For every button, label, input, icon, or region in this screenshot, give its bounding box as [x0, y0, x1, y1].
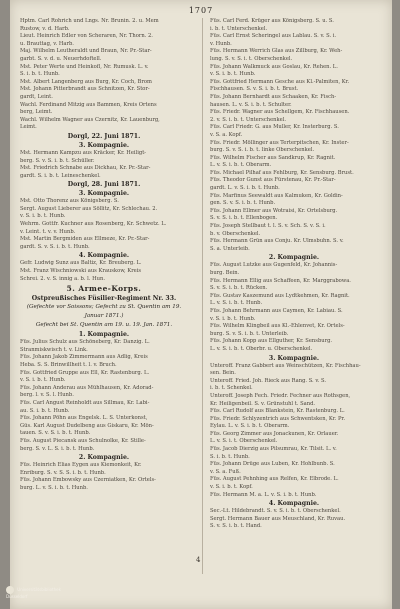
text-line: Füs. Carl Friedr. G. aus Muller, Kr. Insterburg. S. [210, 124, 339, 131]
text-line: Heba. S. S. Brinwillheit t. l. v. Bruch. [20, 362, 117, 368]
text-line: v. S. i. b. t. Hunb. [210, 315, 256, 322]
section-heading: (Gefechte vor Soissons; Gefecht zu St. Quentin am 19. Januar 1871.) [26, 304, 182, 320]
library-watermark [6, 586, 66, 599]
section-heading: 4. Kompagnie. [268, 500, 320, 508]
text-line: Mst. Johann Pitterbrandt aus Schnitzen, Kr. Stor- [20, 86, 150, 93]
text-line: L. v. S. i. b. t. Hunb. [210, 300, 263, 307]
section-heading: 1. Kompagnie. [78, 331, 130, 339]
text-line: Wachl. Wilhelm Wagner aus Czernitz, Kr. Lauenburg, [20, 116, 160, 123]
text-line: v. S. i. b. t. Hunb. [210, 71, 256, 78]
text-line: S. i. b. t. Hunb. [210, 453, 250, 460]
text-line: v. Leint. t. v. v. Hunb. [20, 228, 76, 235]
text-line: lung. S. v. S. i. t. Oberschenkel. [210, 55, 293, 62]
text-line: berg. S. v. L. S. i. b. t. Hunb. [20, 445, 95, 452]
text-line: S. i. b. t. Hunb. [20, 71, 60, 78]
text-line: Füs. Friedr. Wagner aus Schellgem, Kr. Fischhausen. [210, 109, 350, 116]
text-line: v. Hunb. [210, 40, 232, 47]
text-line: Füs. August Lutzke aus Gugenfeld, Kr. Johannis- [210, 262, 338, 269]
text-line: Füs. Theodor Gunst aus Fürstenau, Kr. Pr.-Star- [210, 177, 336, 184]
text-line: Mst. Martin Bergmiden aus Ellmeze, Kr. Pr.-Star- [20, 236, 150, 243]
text-line: Füs. Marfinus Seewaldt aus Kalmuken, Kr. Goldin- [210, 192, 343, 199]
text-line: v. S. a. Kopf. [210, 131, 243, 138]
text-line: Füs. Johann Jakob Zimmermann aus Adlig, Kreis [20, 354, 148, 361]
text-line: Rustow, v. d. Harb. [20, 25, 70, 32]
text-line: S. v. S. i. b. t. Hand. [210, 523, 262, 530]
text-line: Füs. August Piecansk aus Schulnolke, Kr. Stille- [20, 437, 146, 444]
text-line: Schrei. 2. v. S. innig a. b. l. Hun. [20, 275, 105, 282]
text-line: Füs. Joseph Stellbaut t. l. S. v. Sch. S. v. S. i. [210, 223, 326, 230]
text-line: Hptm. Carl Rohrich und Lngs. Nr. Brunin. 2. u. Mem [20, 18, 159, 24]
text-line: v. S. a. Fuß. [210, 468, 241, 475]
text-line: Füs. Gottfried Hermann Gesche aus Kl.-Palmiten, Kr. [210, 78, 350, 85]
text-line: Füs. Wilhelm Fischer aus Sandkrup, Kr. Ragnit. [210, 154, 336, 161]
text-line: Mst. Albert Langenberg aus Burg, Kr. Coch, Brom [20, 78, 152, 85]
text-line: gen. S. v. S. i. b. t. Hunb. [210, 200, 276, 207]
text-line: Füs. Hermann Werrich Glas aus Zillburg, Kr. Weh- [210, 48, 343, 55]
text-line: Füs. Johann Bernhardt aus Schaaken, Kr. Fisch- [210, 93, 337, 100]
text-line: Füs. Hermann Grün aus Conju. Kr. Ulmsbuhn. S. v. [210, 238, 344, 245]
text-line: burg. S. v. S. i. b. t. linke Oberschenkel. [210, 147, 315, 154]
text-line: burg. L. v. S. i. b. t. Hunb. [20, 484, 88, 491]
text-line: Unteroff. Joseph Fech. Friedr. Fechner aus Rothsgen, [210, 392, 351, 399]
text-line: Füs. Carl Angust Reinholdt aus Sillmau, Kr. Labi- [20, 399, 150, 406]
section-heading: Dorgl, 22. Juni 1871. [67, 132, 141, 140]
text-line: berg. l. v. S. l. Hunb. [20, 392, 74, 399]
text-line: au. S. i. b. t. Hunb. [20, 407, 70, 414]
text-line: u. Brauttag, v. Harb. [20, 40, 74, 47]
text-line: Maj. Wilhelm Leutheraldt und Braun, Nr. Pr.-Star- [20, 48, 152, 55]
text-line: v. S. i. b. t. Hunb. [20, 213, 66, 220]
section-heading: Ostpreußisches Füsilier-Regiment Nr. 33. [31, 295, 177, 303]
text-line: gardt. S. v. S. i. b. t. Hunb. [20, 243, 90, 250]
text-line: i. b. t. Schenkel. [210, 385, 253, 392]
text-line: Wachl. Ferdinand Mitzig aus Bammen, Kreis Ortens [20, 101, 157, 108]
watermark-line2: Düsseldorf [6, 594, 28, 599]
text-line: Mst. Hermann Kampzu aus Kräcker, Kr. Heiligt- [20, 149, 147, 156]
section-heading: 3. Kompagnie. [78, 141, 130, 149]
text-line: Füs. Johann Walkmuck aus Goslau, Kr. Rehen. L. [210, 63, 338, 70]
text-line: Mst. Friedrich Schnabe aus Dickhau, Kr. Pr.-Star- [20, 165, 151, 172]
text-line: 2. v. S. i. b. t. Unterschenkel. [210, 116, 287, 123]
text-line: Füs. Friedr. Schlyzentrich aus Schwentsken, Kr. Pr. [210, 415, 346, 422]
text-line: Füs. Georg Zimmer aus Jonackunen, Kr. Orlauer. [210, 430, 339, 437]
text-line: i. b. t. Unterschenkel. [210, 25, 268, 32]
text-line: Mst. Otto Thorenz aus Königsberg. S. [20, 198, 119, 205]
text-line: Sec.-Lt. Hildebrandt. S. v. S. i. b. t. Oberschenkel. [210, 508, 341, 515]
text-line: gardt. S. i. b. t. Leineschenkel. [20, 172, 101, 179]
section-heading: 2. Kompagnie. [78, 454, 130, 462]
text-line: v. S. i. b. t. Hunb. [20, 377, 66, 384]
text-line: S. v. S. i. b. t. Rücken. [210, 285, 268, 292]
text-line: Füs. Gottfried Gruppe aus Ell, Kr. Rastenburg. L. [20, 369, 150, 376]
text-line: Füs. Johann Pöhn aus Engelsk. L. S. Unterkonst, [20, 415, 148, 422]
text-line: Eylau. L. v. S. i. b. t. Oberarm. [210, 423, 290, 430]
text-line: burg. S. v. S. i. b. t. Unterleib. [210, 330, 289, 337]
text-line: sen. Bein. [210, 370, 236, 377]
text-line: tauen. S. v. S. i. b. t. Hunb. [20, 430, 91, 437]
text-line: v. S. i. b. t. Kopf. [210, 484, 253, 491]
text-line: b. v. Oberschenkel. [210, 230, 261, 237]
text-line: Füs. Hermann M. a. L. v. S. i. b. t. Hunb. [210, 491, 317, 498]
text-line: Füs. Carl Ferd. Krüger aus Königsberg. S. u. S. [210, 18, 334, 24]
section-heading: 4. Kompagnie. [78, 252, 130, 260]
text-line: Füs. Friedr. Möllinger aus Terterpitschen, Kr. Inster- [210, 139, 349, 146]
page-number: 1707 [188, 6, 214, 15]
text-line: L. v. S. i. t. Oberschenkel. [210, 438, 278, 445]
text-line: Füs. Heinrich Elias Eygen aus Kiemonkeit, Kr. [20, 462, 142, 469]
text-line: Stranmiskwisch t. v. Link. [20, 346, 88, 353]
text-line: Füs. Julius Schulz aus Schöneberg, Kr. Danzig. L. [20, 339, 150, 346]
text-line: Gefr. Ludwig Sunz aus Baltiz, Kr. Breuberg. L. [20, 260, 142, 267]
text-line: Füs. Carl Ernst Scheringel aus Lablau. S. v. S. i. [210, 33, 337, 40]
text-line: Füs. Michael Pilhaf aus Fehlburg, Kr. Sensburg. Brust. [210, 169, 354, 176]
text-line: Füs. Johann Embowsky aus Czerniatken, Kr. Ortels- [20, 477, 156, 484]
section-heading: 5. Armee-Korps. [66, 284, 142, 294]
text-line: gardt. L. v. S. i. b. t. Hunb. [210, 185, 280, 192]
text-line: Unteroff. Franz Gabbert aus Weinschützen, Kr. Fischhau- [210, 362, 361, 369]
text-line: Wehrm. Gottfr. Kuchner aus Rosenberg, Kr. Schwetz. L. [20, 221, 167, 228]
document-page [10, 0, 392, 609]
text-line: hausen. L. v. S. i. b. t. Schulter. [210, 101, 292, 108]
text-line: burg. Bein. [210, 270, 240, 276]
text-line: garbt. S. v. d. u. Neuerhdoftell. [20, 55, 102, 62]
text-line: Füs. Wilhelm Klingbeil aus Kl.-Ehlenvet, Kr. Ortels- [210, 323, 345, 330]
text-line: Füs. Johann Anderau aus Mühlhausen, Kr. Adorad- [20, 384, 154, 391]
section-heading: Gefecht bei St. Quentin am 19. u. 19. Jan. 1871. [35, 322, 173, 329]
section-heading: 2. Kompagnie. [268, 254, 320, 262]
text-line: Sergt. Hermann Bauer aus Meuschland, Kr. Ruvau. [210, 515, 346, 522]
text-line: Füs. Johann Ellmer aus Wotraisi, Kr. Ortelsburg. [210, 207, 338, 214]
text-line: Sergt. August Lieberer aus Söllitz, Kr. Schlechau. 2. [20, 205, 158, 212]
text-line: berg, Leimt. [20, 109, 53, 116]
text-line: L. v. S. i. b. t. Oberarm. [210, 162, 272, 169]
text-line: L. v. S. i. b. t. Oberbr. u. Oberschenkel. [210, 345, 313, 352]
text-line: Leimt. [20, 124, 37, 131]
footer-mark: 4 [196, 556, 201, 564]
text-line: Füs. Gustav Kaszemund aus Lydtkehmen, Kr. Ragnit. [210, 292, 350, 299]
text-line: gardt, Leint. [20, 93, 53, 100]
text-line: Lieut. Heinrich Edler von Scheraren, Nr. Thorn. 2. [20, 33, 153, 40]
text-line: Mst. Peter Werte und Heinkofl, Nr. Rumusk. L. v. [20, 63, 149, 70]
text-line: Füs. Johann Kopp aus Ellguther, Kr. Sensburg. [210, 338, 333, 345]
text-line: berg. S. v. S. i. b. t. Schüller. [20, 157, 95, 164]
text-line: Güs. Karl August Dudelbeng aus Giskaru, Kr. Mön- [20, 422, 154, 429]
text-line: Füs. August Pehnhing aus Relfen, Kr. Elbrode. L. [210, 476, 339, 483]
text-line: Fischhausen. S. v. S. i. b. t. Brust. [210, 86, 299, 93]
text-line: Unteroff. Fried. Joh. Rieck aus Rang. S. v. S. [210, 377, 326, 384]
section-heading: 3. Kompagnie. [78, 190, 130, 198]
text-line: Füs. Hermann Ellig aus Schaffeen, Kr. Marggrabowa. [210, 277, 351, 284]
text-line: S. v. S. i. b. t. Ellenbogen. [210, 215, 278, 222]
column-divider [202, 18, 203, 574]
text-line: Enriburg. S. v. S. S. i. b. t. Hunb. [20, 469, 106, 476]
text-line: S. a. Unterleib. [210, 245, 250, 252]
text-line: Füs. Jacob Dierzig aus Pilsumrau, Kr. Tilsit. L. v. [210, 446, 337, 453]
text-line: Füs. Carl Rudolf aus Blankstein, Kr. Rastenburg. L. [210, 408, 345, 415]
left-column [20, 18, 188, 493]
right-column [210, 18, 378, 531]
watermark-line1: Universitätsbibliothek [17, 587, 61, 592]
section-heading: Dorgl, 28. Juni 1871. [67, 181, 141, 189]
section-heading: 3. Kompagnie. [268, 354, 320, 362]
text-line: Kr. Heiligenbeil. S. v. Grünstuhl t. Sand. [210, 400, 316, 407]
text-line: Füs. Johann Drüge aus Luben, Kr. Hohlbunb. S. [210, 461, 335, 468]
text-line: Füs. Johann Behrmann aus Caymen, Kr. Labiau. S. [210, 307, 343, 314]
library-logo-icon [6, 586, 14, 594]
text-line: Mst. Franz Wischniowski aus Krauskow, Kreis [20, 268, 142, 275]
